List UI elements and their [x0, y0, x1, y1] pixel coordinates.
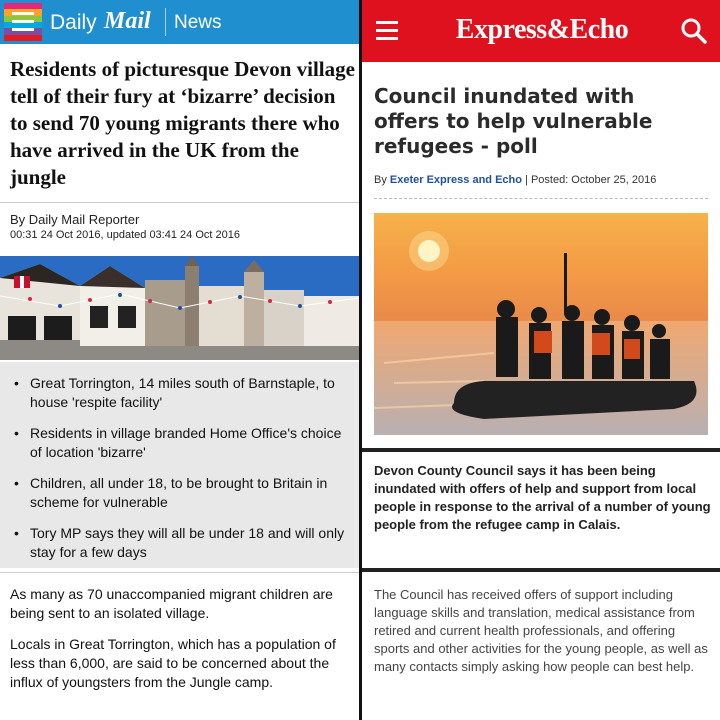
summary-bullet: • Residents in village branded Home Office's choice of location 'bizarre': [14, 425, 342, 460]
hamburger-icon[interactable]: [376, 21, 398, 41]
express-echo-article-panel: [362, 0, 720, 720]
section-divider: [362, 568, 720, 572]
summary-bullet: • Children, all under 18, to be brought to Britain in scheme for vulnerable: [14, 475, 328, 510]
search-icon[interactable]: [680, 17, 708, 45]
article-dateline: 00:31 24 Oct 2016, updated 03:41 24 Oct 2016: [10, 229, 240, 241]
summary-bullet: • Tory MP says they will all be under 18 and will only stay for a few days: [14, 525, 345, 560]
menu-button[interactable]: [4, 3, 42, 41]
summary-bullet: • Great Torrington, 14 miles south of Barnstaple, to house 'respite facility': [14, 375, 335, 410]
daily-mail-article-panel: [0, 0, 359, 720]
divider: [0, 572, 359, 573]
article-meta: [374, 174, 656, 186]
divider: [0, 202, 359, 203]
logo-daily[interactable]: Daily: [50, 11, 97, 34]
article-summary-bullets: [0, 362, 359, 568]
section-label[interactable]: News: [174, 12, 222, 33]
village-street-photo: [0, 256, 359, 360]
header-divider: [165, 8, 166, 36]
dashed-divider: [374, 198, 708, 199]
article-byline[interactable]: By Daily Mail Reporter: [10, 212, 140, 227]
hamburger-icon: [12, 12, 34, 32]
refugee-boat-photo: [374, 213, 708, 435]
byline-prefix: By: [374, 174, 387, 186]
meta-separator: |: [525, 174, 528, 186]
daily-mail-header: [0, 0, 359, 44]
posted-date: Posted: October 25, 2016: [530, 174, 657, 186]
author-link[interactable]: Exeter Express and Echo: [389, 174, 522, 186]
express-echo-header: [362, 0, 720, 62]
article-paragraph: As many as 70 unaccompanied migrant children are being sent to an isolated village.: [10, 586, 333, 621]
article-headline: Council inundated with offers to help vulnerable refugees - poll: [374, 84, 653, 158]
article-lead: Devon County Council says it has been being inundated with offers of help and support from local people in response to the arrival of a number of young people from the refugee camp in Calais.: [374, 463, 711, 532]
article-paragraph: Locals in Great Torrington, which has a population of less than 6,000, are said to be concerned about the influx of youngsters from the Jungle camp.: [10, 636, 336, 690]
article-headline: Residents of picturesque Devon village tell of their fury at ‘bizarre’ decision to send 70 young migrants there who have arrived in the UK from the jungle: [10, 57, 355, 189]
article-paragraph: The Council has received offers of support including language skills and translation, medical assistance from retired and current health professionals, and offering sports and other activities for the young people, as well as many contacts simply asking how people can best help.: [374, 587, 708, 674]
express-echo-logo[interactable]: Express&Echo: [455, 14, 629, 45]
logo-mail[interactable]: Mail: [104, 8, 151, 34]
section-divider: [362, 448, 720, 452]
